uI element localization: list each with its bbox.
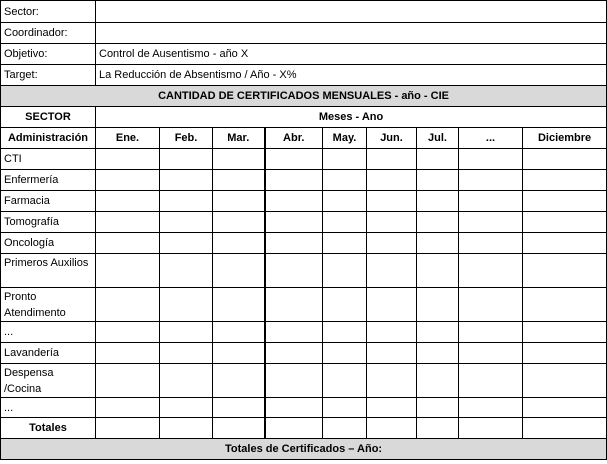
data-cell[interactable] — [523, 322, 607, 343]
data-cell[interactable] — [265, 149, 323, 170]
coordinador-label: Coordinador: — [1, 23, 96, 44]
data-cell[interactable] — [459, 149, 523, 170]
data-cell[interactable] — [96, 364, 160, 398]
month-header-row — [1, 128, 607, 149]
data-cell[interactable] — [96, 191, 160, 212]
data-cell[interactable] — [265, 322, 323, 343]
table-row — [1, 288, 607, 322]
row-label: Farmacia — [1, 191, 96, 212]
data-cell[interactable] — [323, 149, 367, 170]
month-header: Jul. — [417, 128, 459, 149]
sector-row — [1, 1, 607, 23]
data-cell[interactable] — [265, 170, 323, 191]
data-cell[interactable] — [523, 212, 607, 233]
data-cell[interactable] — [459, 343, 523, 364]
table-row — [1, 322, 607, 343]
month-header: Feb. — [160, 128, 213, 149]
data-cell[interactable] — [367, 343, 417, 364]
header-row-1 — [1, 107, 607, 128]
data-cell[interactable] — [367, 191, 417, 212]
data-cell[interactable] — [523, 170, 607, 191]
data-cell[interactable] — [96, 322, 160, 343]
data-cell[interactable] — [367, 288, 417, 322]
data-cell[interactable] — [367, 322, 417, 343]
data-cell[interactable] — [459, 254, 523, 288]
total-cell[interactable] — [96, 418, 160, 439]
total-cell[interactable] — [213, 418, 265, 439]
data-cell[interactable] — [96, 398, 160, 418]
data-cell[interactable] — [213, 343, 265, 364]
data-cell[interactable] — [160, 288, 213, 322]
data-cell[interactable] — [459, 233, 523, 254]
month-header: Diciembre — [523, 128, 607, 149]
data-cell[interactable] — [459, 212, 523, 233]
data-cell[interactable] — [160, 149, 213, 170]
total-cell[interactable] — [265, 418, 323, 439]
data-cell[interactable] — [459, 322, 523, 343]
table-row — [1, 343, 607, 364]
data-cell[interactable] — [523, 364, 607, 398]
row-label: Lavandería — [1, 343, 96, 364]
data-cell[interactable] — [523, 233, 607, 254]
total-cell[interactable] — [160, 418, 213, 439]
data-cell[interactable] — [265, 398, 323, 418]
data-cell[interactable] — [96, 343, 160, 364]
title-band: CANTIDAD DE CERTIFICADOS MENSUALES - año - CIE — [1, 86, 607, 107]
administracion-header: Administración — [1, 128, 96, 149]
data-cell[interactable] — [96, 212, 160, 233]
data-cell[interactable] — [523, 191, 607, 212]
title-band-row — [1, 86, 607, 107]
table-row — [1, 170, 607, 191]
row-label: ... — [1, 322, 96, 343]
data-cell[interactable] — [417, 343, 459, 364]
data-cell[interactable] — [213, 322, 265, 343]
data-cell[interactable] — [459, 398, 523, 418]
data-cell[interactable] — [367, 233, 417, 254]
data-cell[interactable] — [96, 149, 160, 170]
data-cell[interactable] — [160, 191, 213, 212]
data-cell[interactable] — [417, 149, 459, 170]
target-value-cell[interactable]: La Reducción de Absentismo / Año - X% — [96, 65, 607, 86]
data-cell[interactable] — [213, 288, 265, 322]
data-cell[interactable] — [160, 343, 213, 364]
target-label: Target: — [1, 65, 96, 86]
data-cell[interactable] — [96, 233, 160, 254]
table-row — [1, 254, 607, 288]
data-cell[interactable] — [367, 398, 417, 418]
data-cell[interactable] — [367, 149, 417, 170]
data-cell[interactable] — [265, 254, 323, 288]
data-cell[interactable] — [367, 170, 417, 191]
data-cell[interactable] — [523, 254, 607, 288]
data-cell[interactable] — [417, 398, 459, 418]
data-cell[interactable] — [96, 170, 160, 191]
data-cell[interactable] — [265, 288, 323, 322]
data-cell[interactable] — [323, 170, 367, 191]
data-cell[interactable] — [323, 364, 367, 398]
totales-row — [1, 418, 607, 439]
data-cell[interactable] — [96, 254, 160, 288]
total-cell[interactable] — [459, 418, 523, 439]
row-label: ... — [1, 398, 96, 418]
data-cell[interactable] — [213, 233, 265, 254]
data-cell[interactable] — [213, 170, 265, 191]
data-cell[interactable] — [417, 288, 459, 322]
sector-header: SECTOR — [1, 107, 96, 128]
objetivo-label: Objetivo: — [1, 44, 96, 65]
data-cell[interactable] — [160, 212, 213, 233]
month-header: ... — [459, 128, 523, 149]
data-cell[interactable] — [323, 343, 367, 364]
data-cell[interactable] — [265, 233, 323, 254]
table-row — [1, 149, 607, 170]
row-label: Enfermería — [1, 170, 96, 191]
month-header: Jun. — [367, 128, 417, 149]
row-label: Tomografía — [1, 212, 96, 233]
row-label: Oncología — [1, 233, 96, 254]
data-cell[interactable] — [523, 149, 607, 170]
data-cell[interactable] — [459, 170, 523, 191]
sector-value-cell[interactable] — [96, 1, 607, 23]
data-cell[interactable] — [323, 254, 367, 288]
month-header: Ene. — [96, 128, 160, 149]
row-label: Pronto Atendimento — [1, 288, 96, 322]
data-cell[interactable] — [323, 233, 367, 254]
data-cell[interactable] — [323, 322, 367, 343]
data-cell[interactable] — [417, 322, 459, 343]
objetivo-row — [1, 44, 607, 65]
data-cell[interactable] — [160, 233, 213, 254]
data-cell[interactable] — [160, 170, 213, 191]
total-cell[interactable] — [417, 418, 459, 439]
table-row — [1, 191, 607, 212]
data-cell[interactable] — [265, 364, 323, 398]
data-cell[interactable] — [459, 364, 523, 398]
data-cell[interactable] — [160, 364, 213, 398]
data-cell[interactable] — [160, 398, 213, 418]
data-cell[interactable] — [417, 212, 459, 233]
data-cell[interactable] — [213, 398, 265, 418]
row-label: Primeros Auxilios — [1, 254, 96, 288]
data-cell[interactable] — [417, 364, 459, 398]
row-label: Despensa /Cocina — [1, 364, 96, 398]
data-cell[interactable] — [323, 212, 367, 233]
data-cell[interactable] — [523, 343, 607, 364]
data-cell[interactable] — [265, 343, 323, 364]
data-cell[interactable] — [523, 398, 607, 418]
data-cell[interactable] — [323, 288, 367, 322]
footer-band: Totales de Certificados – Año: — [1, 439, 607, 460]
data-cell[interactable] — [213, 364, 265, 398]
sector-label: Sector: — [1, 1, 96, 23]
coordinador-value-cell[interactable] — [96, 23, 607, 44]
data-cell[interactable] — [367, 212, 417, 233]
data-cell[interactable] — [323, 191, 367, 212]
data-cell[interactable] — [459, 191, 523, 212]
target-row — [1, 65, 607, 86]
total-cell[interactable] — [323, 418, 367, 439]
data-cell[interactable] — [213, 149, 265, 170]
data-cell[interactable] — [213, 254, 265, 288]
data-cell[interactable] — [417, 191, 459, 212]
footer-band-row — [1, 439, 607, 460]
data-cell[interactable] — [265, 191, 323, 212]
month-header: Abr. — [265, 128, 323, 149]
data-cell[interactable] — [323, 398, 367, 418]
table-row — [1, 212, 607, 233]
data-cell[interactable] — [367, 254, 417, 288]
table-row — [1, 398, 607, 418]
total-cell[interactable] — [523, 418, 607, 439]
total-cell[interactable] — [367, 418, 417, 439]
month-header: May. — [323, 128, 367, 149]
data-cell[interactable] — [417, 254, 459, 288]
table-row — [1, 233, 607, 254]
data-cell[interactable] — [96, 288, 160, 322]
data-cell[interactable] — [417, 170, 459, 191]
objetivo-value-cell[interactable]: Control de Ausentismo - año X — [96, 44, 607, 65]
data-cell[interactable] — [523, 288, 607, 322]
data-cell[interactable] — [459, 288, 523, 322]
data-cell[interactable] — [265, 212, 323, 233]
data-cell[interactable] — [213, 212, 265, 233]
row-label: CTI — [1, 149, 96, 170]
coordinador-row — [1, 23, 607, 44]
table-row — [1, 364, 607, 398]
month-header: Mar. — [213, 128, 265, 149]
data-cell[interactable] — [160, 254, 213, 288]
data-cell[interactable] — [160, 322, 213, 343]
meses-header: Meses - Ano — [96, 107, 607, 128]
totales-label: Totales — [1, 418, 96, 439]
data-cell[interactable] — [213, 191, 265, 212]
data-cell[interactable] — [417, 233, 459, 254]
data-cell[interactable] — [367, 364, 417, 398]
